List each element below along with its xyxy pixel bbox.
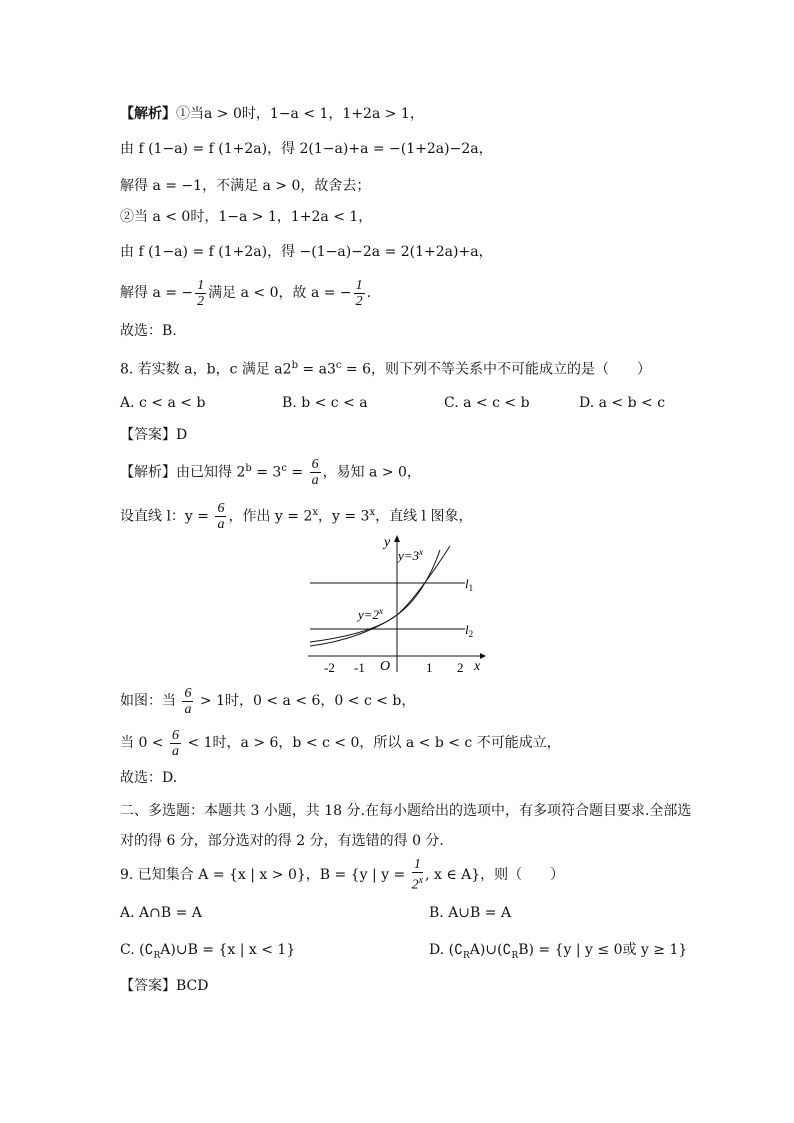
- fraction-six-over-a-4: [170, 728, 181, 759]
- solution-line-6: [120, 276, 371, 310]
- label-y-2x: $y=2^x$: [358, 606, 384, 622]
- set-sup-x2: x: [369, 507, 376, 518]
- q9-option-d: D. $(∁_RA)\cup(∁_RB) = \{y$ | y ≤ 0或 y ≥ 1}: [429, 942, 688, 961]
- q8-part-end: = 6，则下列不等关系中不可能成立的是（ ）: [341, 361, 652, 378]
- y-axis-arrow: [394, 535, 400, 542]
- set-part-c: ，y = 3: [318, 508, 370, 525]
- solution-line-4: ②当 a < 0时，1−a > 1，1+2a < 1，: [120, 209, 373, 225]
- fraction-denominator: 2$^x$: [411, 875, 424, 893]
- fraction-six-over-a: [310, 457, 321, 488]
- q9-part-b: , x ∈ A}，则（ ）: [425, 867, 565, 883]
- question-9: [120, 857, 564, 893]
- origin-label: O: [380, 659, 391, 674]
- fraction-numerator: 6: [217, 501, 225, 517]
- solution-line-7: 故选：B.: [120, 323, 177, 339]
- solution-8-line-3: [120, 684, 415, 718]
- answer-8: 【答案】D: [120, 427, 188, 443]
- solution-line-3: 解得 a = −1，不满足 a > 0，故舍去；: [120, 178, 371, 194]
- q8-sup-c: c: [335, 360, 342, 371]
- fraction-six-over-a-3: [182, 686, 193, 717]
- solution-line-2: 由 f (1−a) = f (1+2a)，得 2(1−a)+a = −(1+2a)−2a，: [120, 141, 493, 157]
- fraction-denominator: a: [217, 517, 225, 533]
- y-axis-label: y: [384, 535, 391, 550]
- tick-2: 2: [457, 660, 464, 674]
- q9-option-a: A. A∩B = A: [120, 905, 202, 921]
- set-part-a: 设直线 l：y =: [120, 508, 214, 525]
- sol8-sup-b: b: [245, 463, 252, 474]
- solution-line-5: 由 f (1−a) = f (1+2a)，得 −(1−a)−2a = 2(1+2a)+a，: [120, 244, 493, 260]
- fraction-denominator: 2: [355, 293, 363, 309]
- set-part-d: ，直线 l 图象，: [375, 508, 473, 525]
- question-8: [120, 356, 651, 380]
- as-part-a: 如图：当: [120, 693, 181, 709]
- section-2-line-1: 二、多选题：本题共 3 小题，共 18 分.在每小题给出的选项中，有多项符合题目要求.全部选: [120, 803, 692, 819]
- section-2-line-2: 对的得 6 分，部分选对的得 2 分，有选错的得 0 分.: [120, 833, 444, 849]
- answer-9: 【答案】BCD: [120, 978, 209, 994]
- line6-part-c: .: [366, 285, 372, 301]
- sol8-sup-c: c: [281, 463, 287, 474]
- line6-part-b: 满足 a < 0，故 a = −: [208, 285, 352, 301]
- q8-part-a: 8. 若实数 a，b，c 满足 a2: [120, 361, 292, 378]
- fraction-numerator: 1: [412, 857, 423, 873]
- fraction-denominator: a: [172, 743, 179, 759]
- q9-part-a: 9. 已知集合 A = {x | x > 0}，B = {y | y =: [120, 867, 410, 883]
- q8-option-a: A. c < a < b: [120, 395, 206, 411]
- w-part-b: < 1时，a > 6，b < c < 0，所以 a < b < c 不可能成立，: [183, 735, 561, 751]
- fraction-denominator: a: [184, 701, 192, 717]
- q8-sup-b: b: [291, 360, 298, 371]
- fraction-numerator: 1: [355, 277, 363, 293]
- tick-neg1: -1: [354, 660, 365, 674]
- solution-8-line-2: [120, 496, 473, 534]
- curve-y-2x: [310, 550, 440, 646]
- exponential-graph: [300, 532, 490, 674]
- tick-1: 1: [426, 660, 433, 674]
- label-y-3x: $y=3^x$: [398, 547, 424, 563]
- tick-neg2: -2: [324, 660, 335, 674]
- solution-8-line-1: [120, 452, 421, 490]
- x-axis-arrow: [480, 653, 486, 659]
- q9-option-b: B. A∪B = A: [429, 905, 512, 921]
- fraction-one-half-2: [354, 278, 365, 309]
- q8-option-c: C. a < c < b: [444, 395, 530, 411]
- x-axis-label: x: [474, 659, 481, 674]
- fraction-numerator: 1: [197, 277, 205, 293]
- label-l1: $l_1$: [465, 576, 474, 593]
- fraction-numerator: 6: [184, 685, 192, 701]
- case-1-text: ①当a > 0时，1−a < 1，1+2a > 1，: [176, 106, 424, 122]
- set-sup-x1: x: [312, 507, 319, 518]
- line6-part-a: 解得 a = −: [120, 285, 194, 301]
- fraction-one-over-2x: [412, 857, 423, 893]
- label-l2: $l_2$: [465, 622, 474, 639]
- set-part-b: ，作出 y = 2: [228, 508, 313, 525]
- fraction-one-half: [195, 278, 206, 309]
- choice-8: 故选：D.: [120, 770, 178, 786]
- q9-option-c: C. $(∁_RA)\cup B = \{x$ | x < 1}: [120, 942, 296, 961]
- curve-y-3x: [310, 546, 450, 642]
- solution-line-1: [120, 104, 424, 124]
- fraction-numerator: 6: [172, 727, 179, 743]
- fraction-denominator: 2: [197, 293, 205, 309]
- sol8-part-c: =: [286, 464, 308, 481]
- sol8-part-b: = 3: [251, 464, 282, 481]
- solution-8-line-4: [120, 726, 561, 760]
- as-part-b: > 1时，0 < a < 6，0 < c < b，: [195, 693, 416, 709]
- sol8-part-d: ，易知 a > 0，: [322, 464, 421, 481]
- q8-part-mid: = a3: [297, 361, 336, 378]
- sol8-part-a: 【解析】由已知得 2: [120, 464, 246, 481]
- fraction-six-over-a-2: [215, 501, 226, 532]
- fraction-denominator: a: [311, 473, 319, 489]
- q8-option-b: B. b < c < a: [282, 395, 368, 411]
- fraction-numerator: 6: [311, 457, 319, 473]
- w-part-a: 当 0 <: [120, 735, 168, 751]
- q8-option-d: D. a < b < c: [579, 395, 666, 411]
- analysis-bracket: 【解析】: [120, 106, 176, 122]
